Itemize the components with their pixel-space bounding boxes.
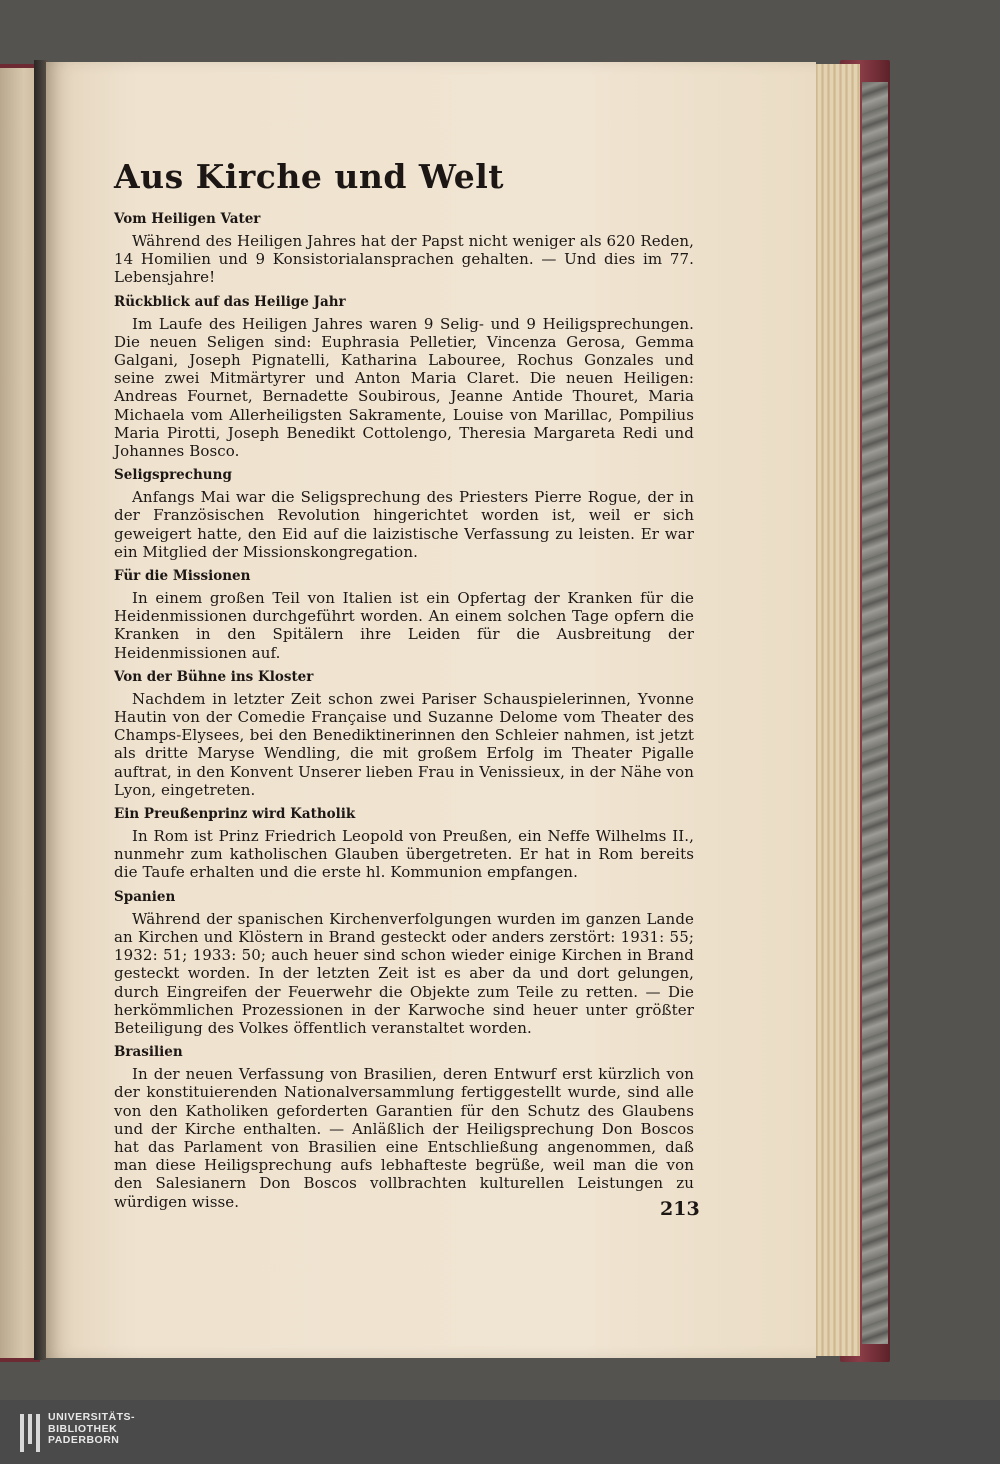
section-paragraph: In der neuen Verfassung von Brasilien, deren Entwurf erst kürzlich von der konstituierenden Nationalversammlung fertiggestellt wurde, sind alle von den Katholiken geforderten Garantien für den Schutz des Glaubens und der Kirche enthalten. — Anläßlich der Heiligsprechung Don Boscos hat das Parlament von Brasilien eine Entschließung angenommen, daß man diese Heiligsprechung aufs lebhafteste begrüße, weil man die von den Salesianern Don Boscos vollbrachten kulturellen Leistungen zu würdigen wisse. bbox=[114, 1065, 694, 1211]
section-paragraph: Während des Heiligen Jahres hat der Papst nicht weniger als 620 Reden, 14 Homilien und 9 Konsistorialansprachen gehalten. — Und dies im 77. Lebensjahre! bbox=[114, 232, 694, 287]
page-content bbox=[114, 158, 694, 1217]
section-heading: Für die Missionen bbox=[114, 568, 251, 585]
section-spanien bbox=[114, 888, 694, 1037]
library-logo-text bbox=[48, 1412, 135, 1447]
section-seligsprechung bbox=[114, 466, 694, 561]
section-heading: Ein Preußenprinz wird Katholik bbox=[114, 806, 356, 823]
library-logo bbox=[20, 1412, 135, 1452]
section-heading: Brasilien bbox=[114, 1044, 183, 1061]
section-paragraph: In einem großen Teil von Italien ist ein Opfertag der Kranken für die Heidenmissionen durchgeführt worden. An einem solchen Tage opfern die Kranken in den Spitälern ihre Leiden für die Ausbreitung der Heidenmissionen auf. bbox=[114, 589, 694, 662]
marbled-cover bbox=[862, 82, 888, 1344]
page-stack-edge bbox=[812, 64, 860, 1356]
page-title: Aus Kirche und Welt bbox=[114, 157, 505, 196]
section-heading: Vom Heiligen Vater bbox=[114, 211, 261, 227]
section-paragraph: Während der spanischen Kirchenverfolgungen wurden im ganzen Lande an Kirchen und Klöstern in Brand gesteckt oder anders zerstört: 1931: 55; 1932: 51; 1933: 50; auch heuer sind schon wieder einige Kirchen in Brand gesteckt worden. In der letzten Zeit ist es aber da und dort gelungen, durch Eingreifen der Feuerwehr die Objekte zum Teile zu retten. — Die herkömmlichen Prozessionen in der Karwoche sind heuer unter größter Beteiligung des Volkes öffentlich veranstaltet worden. bbox=[114, 909, 694, 1037]
section-heading: Spanien bbox=[114, 888, 176, 905]
library-logo-line: BIBLIOTHEK bbox=[48, 1422, 118, 1435]
section-heading: Seligsprechung bbox=[114, 467, 232, 484]
section-buehne-kloster bbox=[114, 668, 694, 799]
library-logo-line: PADERBORN bbox=[48, 1434, 120, 1446]
section-paragraph: In Rom ist Prinz Friedrich Leopold von Preußen, ein Neffe Wilhelms II., nunmehr zum katholischen Glauben übergetreten. Er hat in Rom bereits die Taufe erhalten und die erste hl. Kommunion empfangen. bbox=[114, 827, 694, 882]
section-paragraph: Nachdem in letzter Zeit schon zwei Pariser Schauspielerinnen, Yvonne Hautin von der Comedie Française und Suzanne Delome vom Theater des Champs-Elysees, bei den Benediktinerinnen den Schleier nahmen, ist jetzt als dritte Maryse Wendling, die mit großem Erfolg im Theater Pigalle auftrat, in den Konvent Unserer lieben Frau in Venissieux, in der Nähe von Lyon, eingetreten. bbox=[114, 689, 694, 799]
section-vom-heiligen-vater bbox=[114, 210, 694, 287]
section-paragraph: Im Laufe des Heiligen Jahres waren 9 Selig- und 9 Heiligsprechungen. Die neuen Seligen sind: Euphrasia Pelletier, Vincenza Gerosa, Gemma Galgani, Joseph Pignatelli, Katharina Labouree, Rochus Gonzales und seine zwei Mitmärtyrer und Anton Maria Claret. Die neuen Heiligen: Andreas Fournet, Bernadette Soubirous, Jeanne Antide Thouret, Maria Michaela vom Allerheiligsten Sakramente, Louise von Marillac, Pompilius Maria Pirotti, Joseph Benedikt Cottolengo, Theresia Margareta Redi und Johannes Bosco. bbox=[114, 314, 694, 461]
section-rueckblick bbox=[114, 293, 694, 461]
section-preussenprinz bbox=[114, 805, 694, 882]
section-brasilien bbox=[114, 1043, 694, 1211]
section-missionen bbox=[114, 567, 694, 662]
library-logo-line: UNIVERSITÄTS- bbox=[48, 1411, 136, 1423]
page-number: 213 bbox=[660, 1198, 700, 1220]
section-paragraph: Anfangs Mai war die Seligsprechung des Priesters Pierre Rogue, der in der Französischen Revolution hingerichtet worden ist, weil er sich geweigert hatte, den Eid auf die laizistische Verfassung zu leisten. Er war ein Mitglied der Missionskongregation. bbox=[114, 488, 694, 561]
library-logo-icon bbox=[20, 1414, 40, 1452]
section-heading: Rückblick auf das Heilige Jahr bbox=[114, 293, 346, 310]
section-heading: Von der Bühne ins Kloster bbox=[114, 668, 314, 685]
